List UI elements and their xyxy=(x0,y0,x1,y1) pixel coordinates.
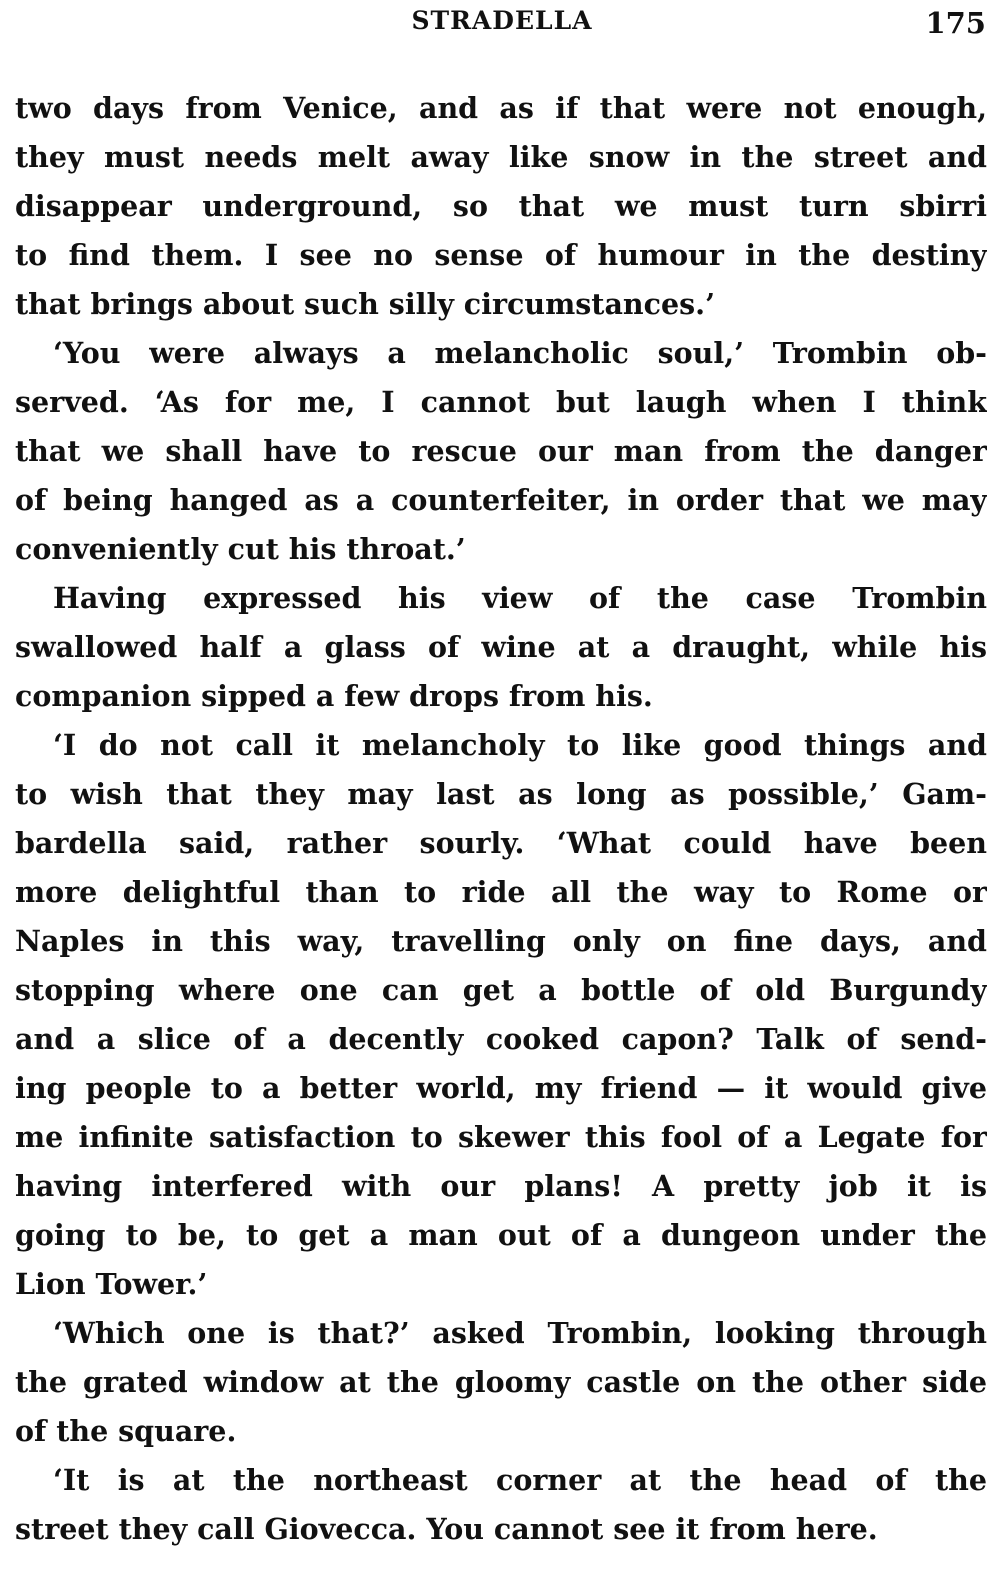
text-line: ing people to a better world, my friend — it would give xyxy=(15,1071,987,1105)
text-line: more delightful than to ride all the way to Rome or xyxy=(15,875,987,909)
text-line: ‘You were always a melancholic soul,’ Trombin ob- xyxy=(53,336,987,370)
text-line: to find them. I see no sense of humour in the destiny xyxy=(15,238,987,272)
text-line: Lion Tower.’ xyxy=(15,1267,208,1301)
text-line: Having expressed his view of the case Trombin xyxy=(53,581,987,615)
text-line: that we shall have to rescue our man from the danger xyxy=(15,434,987,468)
running-head xyxy=(18,2,986,44)
text-line: companion sipped a few drops from his. xyxy=(15,679,653,713)
text-line: going to be, to get a man out of a dungeon under the xyxy=(15,1218,987,1252)
running-title: STRADELLA xyxy=(411,6,593,35)
paragraph xyxy=(15,1309,987,1456)
text-line: two days from Venice, and as if that were not enough, xyxy=(15,91,987,125)
page-number: 175 xyxy=(925,6,986,40)
paragraph xyxy=(15,84,987,329)
text-line: Naples in this way, travelling only on fine days, and xyxy=(15,924,987,958)
paragraph xyxy=(15,1456,987,1554)
body-text xyxy=(15,84,987,1554)
text-line: me infinite satisfaction to skewer this fool of a Legate for xyxy=(15,1120,987,1154)
text-line: conveniently cut his throat.’ xyxy=(15,532,466,566)
paragraph xyxy=(15,329,987,574)
text-line: of being hanged as a counterfeiter, in order that we may xyxy=(15,483,987,517)
paragraph xyxy=(15,574,987,721)
text-line: ‘It is at the northeast corner at the head of the xyxy=(53,1463,987,1497)
text-line: served. ‘As for me, I cannot but laugh when I think xyxy=(15,385,987,419)
text-line: and a slice of a decently cooked capon? Talk of send- xyxy=(15,1022,987,1056)
text-line: the grated window at the gloomy castle on the other side xyxy=(15,1365,987,1399)
text-line: ‘Which one is that?’ asked Trombin, looking through xyxy=(53,1316,987,1350)
text-line: to wish that they may last as long as possible,’ Gam- xyxy=(15,777,987,811)
text-line: street they call Giovecca. You cannot see it from here. xyxy=(15,1512,878,1546)
text-line: swallowed half a glass of wine at a draught, while his xyxy=(15,630,987,664)
text-line: disappear underground, so that we must turn sbirri xyxy=(15,189,987,223)
text-line: having interfered with our plans! A pretty job it is xyxy=(15,1169,987,1203)
text-line: ‘I do not call it melancholy to like good things and xyxy=(53,728,987,762)
paragraph xyxy=(15,721,987,1309)
text-line: they must needs melt away like snow in the street and xyxy=(15,140,987,174)
text-line: that brings about such silly circumstances.’ xyxy=(15,287,716,321)
text-line: of the square. xyxy=(15,1414,237,1448)
text-line: stopping where one can get a bottle of old Burgundy xyxy=(15,973,987,1007)
text-line: bardella said, rather sourly. ‘What could have been xyxy=(15,826,987,860)
